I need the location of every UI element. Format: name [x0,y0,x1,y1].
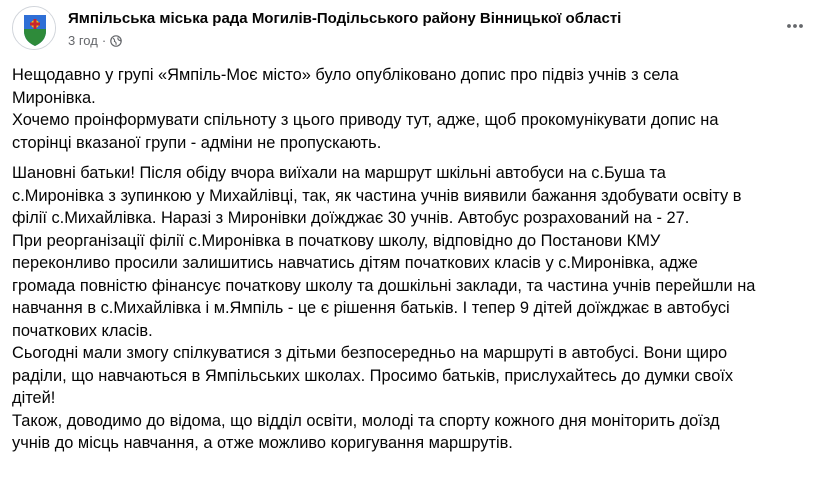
text-line: переконливо просили залишитись навчатись дітям початкових класів у с.Миронівка, адже [12,254,698,272]
paragraph-gap [12,154,812,162]
text-line: Нещодавно у групі «Ямпіль-Моє місто» було опубліковано допис про підвіз учнів з села [12,66,679,84]
text-line: Сьогодні мали змогу спілкуватися з дітьми безпосередньо на маршруті в автобусі. Вони щиро [12,344,728,362]
globe-icon[interactable] [110,35,122,47]
paragraph-intro [12,64,812,154]
text-line: раділи, що навчаються в Ямпільських школах. Просимо батьків, прислухайтесь до думки своїх [12,366,734,385]
text-line: початкових класів. [12,321,153,340]
text-line: Також, доводимо до відома, що відділ освіти, молоді та спорту кожного дня моніторить доїзд [12,411,720,430]
post-timestamp[interactable]: 3 год [68,33,98,48]
meta-separator: · [101,33,107,48]
text-line: Миронівка. [12,88,96,107]
text-line: Хочемо проінформувати спільноту з цього приводу тут, адже, щоб прокомунікувати допис на [12,111,719,129]
coat-of-arms-icon [13,7,56,50]
paragraph-main [12,162,812,455]
text-line: філії с.Михайлівка. Наразі з Миронівки доїжджає 30 учнів. Автобус розрахований на - 27. [12,209,690,227]
text-line: дітей! [12,389,56,407]
post-body [12,64,812,455]
page-name-link[interactable]: Ямпільська міська рада Могилів-Подільського району Вінницької області [68,10,622,27]
text-line: учнів до місць навчання, а отже можливо коригування маршрутів. [12,434,513,452]
more-horizontal-icon [785,16,805,36]
text-line: громада повністю фінансує початкову школу та дошкільні заклади, та частина учнів перейшли на [12,276,756,295]
post-meta [68,33,122,48]
text-line: При реорганізації філії с.Миронівка в початкову школу, відповідно до Постанови КМУ [12,231,661,250]
page-avatar[interactable] [12,6,56,50]
post-header [12,6,809,54]
text-line: навчання в с.Михайлівка і м.Ямпіль - це є рішення батьків. І тепер 9 дітей доїжджає в автобусі [12,299,730,317]
more-options-button[interactable] [781,12,809,40]
text-line: сторінці вказаної групи - адміни не пропускають. [12,133,382,152]
text-line: с.Миронівка з зупинкою у Михайлівці, так, як частина учнів виявили бажання здобувати освіту в [12,186,742,205]
text-line: Шановні батьки! Після обіду вчора виїхали на маршрут шкільні автобуси на с.Буша та [12,164,666,182]
